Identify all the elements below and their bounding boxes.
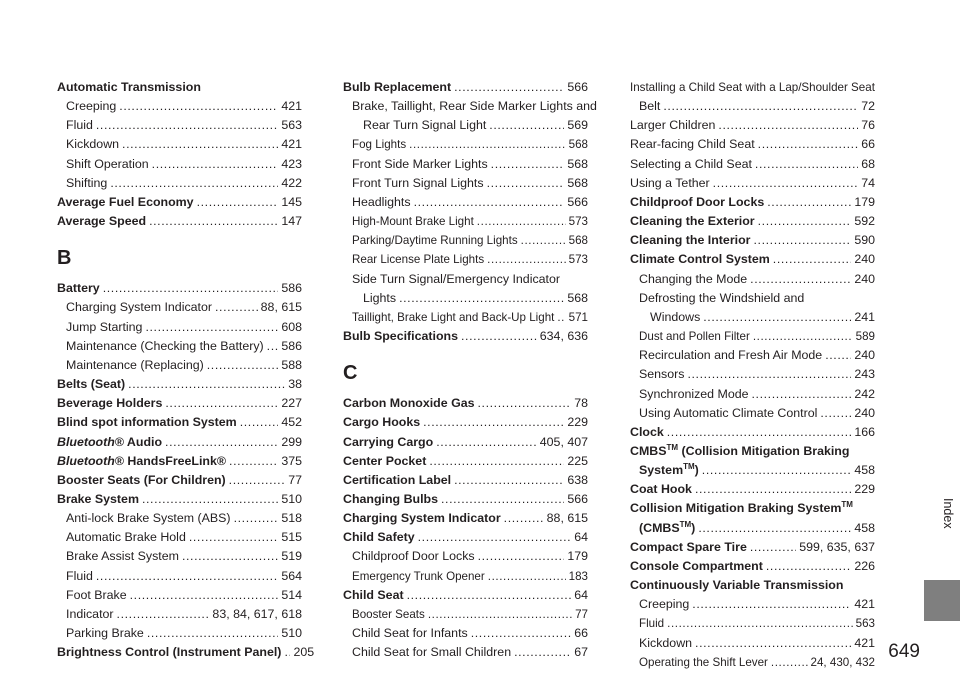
index-entry: Clock ..... 166 xyxy=(630,423,875,442)
page-ref[interactable]: 229 xyxy=(567,415,588,430)
index-subentry: Shifting ..... 422 xyxy=(57,174,302,193)
page-ref[interactable]: 588 xyxy=(281,357,302,372)
page-ref[interactable]: 571 xyxy=(568,310,588,324)
index-entry: Certification Label ..... 638 xyxy=(343,471,588,490)
page-ref[interactable]: 589 xyxy=(855,330,875,344)
index-entry: Bulb Replacement ..... 566 xyxy=(343,78,588,97)
index-subentry: Anti-lock Brake System (ABS) ..... 518 xyxy=(57,509,302,528)
index-subentry: Fluid ..... 564 xyxy=(57,567,302,586)
page-ref[interactable]: 179 xyxy=(567,549,588,564)
index-subentry: Front Turn Signal Lights ..... 568 xyxy=(343,174,588,193)
page-ref[interactable]: 599, 635, 637 xyxy=(799,539,875,554)
page-ref[interactable]: 423 xyxy=(281,156,302,171)
index-entry: Changing Bulbs ..... 566 xyxy=(343,490,588,509)
index-entry: Carbon Monoxide Gas ..... 78 xyxy=(343,394,588,413)
page-ref[interactable]: 145 xyxy=(281,194,302,209)
page-number: 649 xyxy=(888,641,920,662)
index-entry: Compact Spare Tire ..... 599, 635, 637 xyxy=(630,538,875,557)
index-entry: Collision Mitigation Braking System™ xyxy=(630,500,853,516)
index-subentry: Using a Tether ..... 74 xyxy=(630,174,875,193)
index-subentry: Creeping ..... 421 xyxy=(630,595,875,614)
page-ref[interactable]: 563 xyxy=(855,617,875,631)
page-ref[interactable]: 586 xyxy=(281,281,302,296)
index-entry: Cleaning the Exterior ..... 592 xyxy=(630,212,875,231)
index-entry: Belts (Seat) ..... 38 xyxy=(57,375,302,394)
index-subentry: Brake Assist System ..... 519 xyxy=(57,547,302,566)
page-ref[interactable]: 573 xyxy=(568,215,588,229)
index-subentry: Rear License Plate Lights ..... 573 xyxy=(343,250,588,269)
index-entry: Climate Control System ..... 240 xyxy=(630,250,875,269)
page-ref[interactable]: 566 xyxy=(567,80,588,94)
page-ref[interactable]: 634, 636 xyxy=(539,329,588,344)
page-ref[interactable]: 568 xyxy=(568,234,588,248)
page-ref[interactable]: 568 xyxy=(567,175,588,190)
page-ref[interactable]: 76 xyxy=(861,118,875,133)
page-ref[interactable]: 422 xyxy=(281,175,302,190)
index-subentry: Dust and Pollen Filter ..... 589 xyxy=(630,327,875,346)
index-subentry: Rear Turn Signal Light ..... 569 xyxy=(343,116,588,135)
page-ref[interactable]: 421 xyxy=(281,99,302,114)
page-ref[interactable]: 458 xyxy=(854,463,875,478)
index-entry: Cargo Hooks ..... 229 xyxy=(343,413,588,432)
page-ref[interactable]: 590 xyxy=(854,233,875,248)
index-subentry: Using Automatic Climate Control ..... 240 xyxy=(630,404,875,423)
page-ref[interactable]: 77 xyxy=(575,607,588,621)
index-entry: Child Seat ..... 64 xyxy=(343,586,588,605)
index-subentry: Lights ..... 568 xyxy=(343,289,588,308)
index-subentry: Creeping ..... 421 xyxy=(57,97,302,116)
index-subentry: Rear-facing Child Seat ..... 66 xyxy=(630,135,875,154)
index-subentry: Front Side Marker Lights ..... 568 xyxy=(343,155,588,174)
page-ref[interactable]: 83, 84, 617, 618 xyxy=(212,606,302,621)
page-ref[interactable]: 566 xyxy=(567,194,588,209)
page-ref[interactable]: 68 xyxy=(861,156,875,171)
index-entry: Coat Hook ..... 229 xyxy=(630,480,875,499)
section-letter-heading: B xyxy=(57,247,72,270)
index-subentry: Parking Brake ..... 510 xyxy=(57,624,302,643)
page-ref[interactable]: 225 xyxy=(567,453,588,468)
index-column-2 xyxy=(343,78,597,662)
index-subentry: Automatic Brake Hold ..... 515 xyxy=(57,528,302,547)
index-subentry: Larger Children ..... 76 xyxy=(630,116,875,135)
page-ref[interactable]: 78 xyxy=(574,396,588,411)
index-subentry: Changing the Mode ..... 240 xyxy=(630,270,875,289)
index-subentry: Operating the Shift Lever ..... 24, 430, 432 xyxy=(630,653,875,672)
page-ref[interactable]: 608 xyxy=(281,319,302,334)
index-subentry: Recirculation and Fresh Air Mode ..... 240 xyxy=(630,346,875,365)
page-ref[interactable]: 458 xyxy=(854,520,875,535)
page-ref[interactable]: 243 xyxy=(854,367,875,382)
page-ref[interactable]: 568 xyxy=(567,156,588,171)
page-ref[interactable]: 66 xyxy=(574,626,588,641)
page-ref[interactable]: 240 xyxy=(854,252,875,267)
page-ref[interactable]: 421 xyxy=(281,137,302,152)
index-subentry: Jump Starting ..... 608 xyxy=(57,318,302,337)
page-ref[interactable]: 205 xyxy=(293,645,315,660)
index-entry: Brake System ..... 510 xyxy=(57,490,302,509)
index-entry: CMBS™ (Collision Mitigation Braking xyxy=(630,442,850,458)
index-subentry: Fog Lights ..... 568 xyxy=(343,135,588,154)
index-column-3 xyxy=(630,78,875,672)
index-subentry: High-Mount Brake Light ..... 573 xyxy=(343,212,588,231)
side-tab-label[interactable]: Index xyxy=(941,498,955,529)
page-ref[interactable]: 514 xyxy=(281,587,302,602)
index-subentry: Charging System Indicator ..... 88, 615 xyxy=(57,298,302,317)
index-subentry: Side Turn Signal/Emergency Indicator xyxy=(352,271,560,286)
page-ref[interactable]: 563 xyxy=(281,118,302,133)
page-ref[interactable]: 88, 615 xyxy=(546,511,588,526)
index-subentry: Indicator ..... 83, 84, 617, 618 xyxy=(57,605,302,624)
page-ref[interactable]: 240 xyxy=(854,348,875,363)
page-ref[interactable]: 405, 407 xyxy=(539,434,588,449)
page-ref[interactable]: 64 xyxy=(574,587,588,602)
index-subentry: Belt ..... 72 xyxy=(630,97,875,116)
index-entry: Beverage Holders ..... 227 xyxy=(57,394,302,413)
page-ref[interactable]: 519 xyxy=(281,549,302,564)
page-ref[interactable]: 38 xyxy=(288,377,302,392)
index-subentry: Fluid ..... 563 xyxy=(57,116,302,135)
index-subentry: Child Seat for Small Children ..... 67 xyxy=(343,643,588,662)
index-entry: Charging System Indicator ..... 88, 615 xyxy=(343,509,588,528)
index-entry: Center Pocket ..... 225 xyxy=(343,452,588,471)
index-entry: System™) ..... 458 xyxy=(630,461,875,480)
index-entry: Continuously Variable Transmission xyxy=(630,578,844,593)
page-ref[interactable]: 72 xyxy=(861,99,875,114)
page-ref[interactable]: 518 xyxy=(281,511,302,526)
page-ref[interactable]: 638 xyxy=(567,472,588,487)
index-entry: (CMBS™) ..... 458 xyxy=(630,519,875,538)
index-subentry: Synchronized Mode ..... 242 xyxy=(630,385,875,404)
index-subentry: Kickdown ..... 421 xyxy=(57,135,302,154)
index-subentry: Windows ..... 241 xyxy=(630,308,875,327)
page-ref[interactable]: 179 xyxy=(854,194,875,209)
side-tab-marker xyxy=(924,580,960,621)
page-ref[interactable]: 74 xyxy=(861,175,875,190)
index-subentry: Brake, Taillight, Rear Side Marker Lights and xyxy=(352,99,597,114)
index-subentry: Kickdown ..... 421 xyxy=(630,634,875,653)
page-ref[interactable]: 77 xyxy=(288,472,302,487)
page-ref[interactable]: 226 xyxy=(854,558,875,573)
page-ref[interactable]: 229 xyxy=(854,482,875,497)
index-entry: Battery ..... 586 xyxy=(57,279,302,298)
page-ref[interactable]: 241 xyxy=(854,309,875,324)
side-tab xyxy=(924,0,960,678)
index-entry: Average Speed ..... 147 xyxy=(57,212,302,231)
page-ref[interactable]: 183 xyxy=(568,569,588,583)
index-entry: Childproof Door Locks ..... 179 xyxy=(630,193,875,212)
page-ref[interactable]: 510 xyxy=(281,491,302,506)
page-ref[interactable]: 421 xyxy=(854,635,875,650)
index-entry: Blind spot information System ..... 452 xyxy=(57,413,302,432)
page-ref[interactable]: 240 xyxy=(854,405,875,420)
page-ref[interactable]: 566 xyxy=(567,491,588,506)
index-subentry: Shift Operation ..... 423 xyxy=(57,155,302,174)
index-entry: Brightness Control (Instrument Panel) ..... 205 xyxy=(57,643,302,662)
index-subentry: Fluid ..... 563 xyxy=(630,614,875,633)
index-entry: Console Compartment ..... 226 xyxy=(630,557,875,576)
page-ref[interactable]: 88, 615 xyxy=(260,300,302,315)
index-column-1 xyxy=(57,78,315,662)
section-letter-heading: C xyxy=(343,362,358,385)
index-subentry: Child Seat for Infants ..... 66 xyxy=(343,624,588,643)
page-ref[interactable]: 242 xyxy=(854,386,875,401)
page-ref[interactable]: 586 xyxy=(281,338,302,353)
index-subentry: Headlights ..... 566 xyxy=(343,193,588,212)
index-subentry: Installing a Child Seat with a Lap/Shoulder Seat xyxy=(630,81,875,94)
index-entry: Bulb Specifications ..... 634, 636 xyxy=(343,327,588,346)
index-entry: Booster Seats (For Children) ..... 77 xyxy=(57,471,302,490)
page-ref[interactable]: 452 xyxy=(281,415,302,430)
page-ref[interactable]: 569 xyxy=(567,118,588,133)
index-subentry: Foot Brake ..... 514 xyxy=(57,586,302,605)
page-ref[interactable]: 568 xyxy=(567,290,588,305)
index-entry: Bluetooth® Audio ..... 299 xyxy=(57,433,302,452)
page-ref[interactable]: 510 xyxy=(281,626,302,641)
index-entry: Automatic Transmission xyxy=(57,80,201,94)
index-subentry: Childproof Door Locks ..... 179 xyxy=(343,547,588,566)
index-entry: Child Safety ..... 64 xyxy=(343,528,588,547)
index-entry: Cleaning the Interior ..... 590 xyxy=(630,231,875,250)
page-ref[interactable]: 24, 430, 432 xyxy=(810,655,875,669)
index-subentry: Parking/Daytime Running Lights ..... 568 xyxy=(343,231,588,250)
index-subentry: Defrosting the Windshield and xyxy=(639,290,805,305)
page-ref[interactable]: 421 xyxy=(854,597,875,612)
index-subentry: Maintenance (Replacing) ..... 588 xyxy=(57,356,302,375)
page-ref[interactable]: 227 xyxy=(281,396,302,411)
page-ref[interactable]: 147 xyxy=(281,214,302,229)
index-subentry: Taillight, Brake Light and Back-Up Light ..... 571 xyxy=(343,308,588,327)
page-ref[interactable]: 64 xyxy=(574,530,588,545)
page-ref[interactable]: 240 xyxy=(854,271,875,286)
page-ref[interactable]: 67 xyxy=(574,645,588,660)
index-subentry: Sensors ..... 243 xyxy=(630,365,875,384)
index-subentry: Emergency Trunk Opener ..... 183 xyxy=(343,567,588,586)
page-ref[interactable]: 564 xyxy=(281,568,302,583)
index-entry: Average Fuel Economy ..... 145 xyxy=(57,193,302,212)
page-ref[interactable]: 66 xyxy=(861,137,875,152)
page-ref[interactable]: 166 xyxy=(854,424,875,439)
page-ref[interactable]: 573 xyxy=(568,253,588,267)
index-subentry: Maintenance (Checking the Battery) ..... 586 xyxy=(57,337,302,356)
page-ref[interactable]: 299 xyxy=(281,434,302,449)
index-subentry: Booster Seats ..... 77 xyxy=(343,605,588,624)
page-ref[interactable]: 515 xyxy=(281,530,302,545)
index-entry: Carrying Cargo ..... 405, 407 xyxy=(343,433,588,452)
page-ref[interactable]: 592 xyxy=(854,214,875,229)
index-entry: Bluetooth® HandsFreeLink® ..... 375 xyxy=(57,452,302,471)
index-subentry: Selecting a Child Seat ..... 68 xyxy=(630,155,875,174)
page-ref[interactable]: 375 xyxy=(281,453,302,468)
page-ref[interactable]: 568 xyxy=(568,138,588,152)
